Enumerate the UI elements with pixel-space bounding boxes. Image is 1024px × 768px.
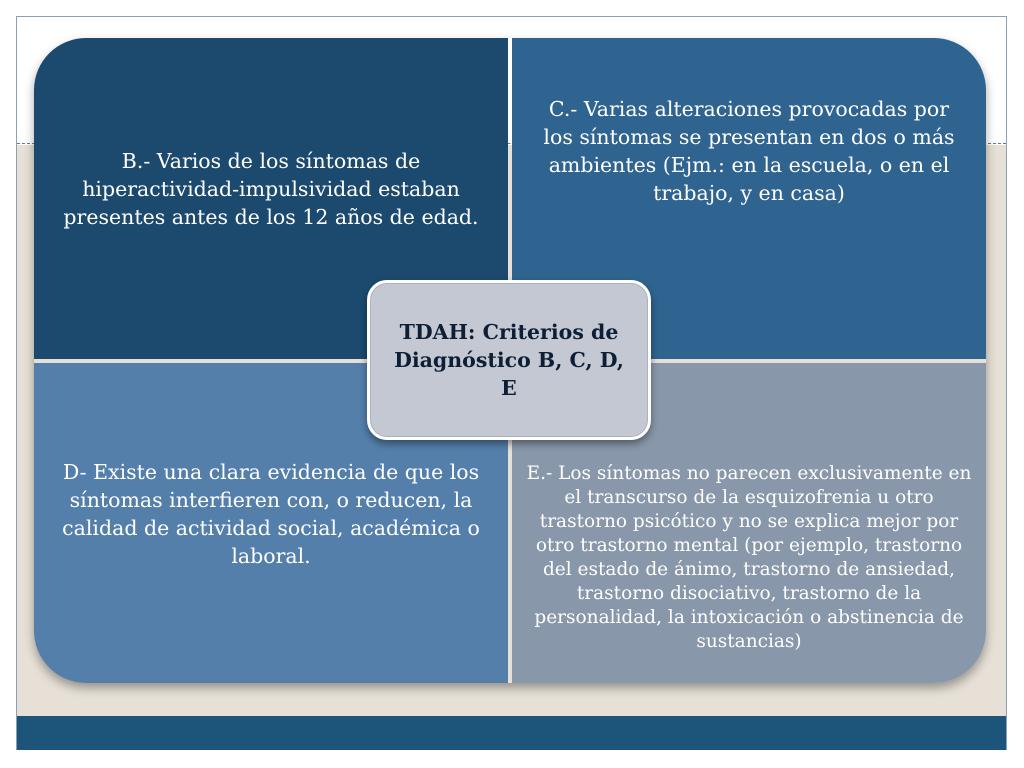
center-title-box: [367, 280, 651, 440]
criterion-e-text: E.- Los síntomas no parecen exclusivamente en el transcurso de la esquizofrenia u otro trastorno psicótico y no se explica mejor por otro trastorno mental (por ejemplo, trastorno del estado de ánimo, trastorno de ansiedad, trastorno disociativo, trastorno de la personalidad, la intoxicación o abstinencia de sustancias): [526, 463, 972, 652]
footer-bar: [17, 716, 1006, 750]
criterion-c-text: C.- Varias alteraciones provocadas por los síntomas se presentan en dos o más ambientes (Ejm.: en la escuela, o en el trabajo, y en casa): [543, 96, 955, 205]
criterion-d-text: D- Existe una clara evidencia de que los síntomas interfieren con, o reducen, la calidad de actividad social, académica o laboral.: [62, 460, 480, 568]
criterion-b-text: B.- Varios de los síntomas de hiperactividad-impulsividad estaban presentes antes de los 12 años de edad.: [63, 148, 479, 229]
center-title: TDAH: Criterios de Diagnóstico B, C, D, E: [394, 320, 624, 400]
